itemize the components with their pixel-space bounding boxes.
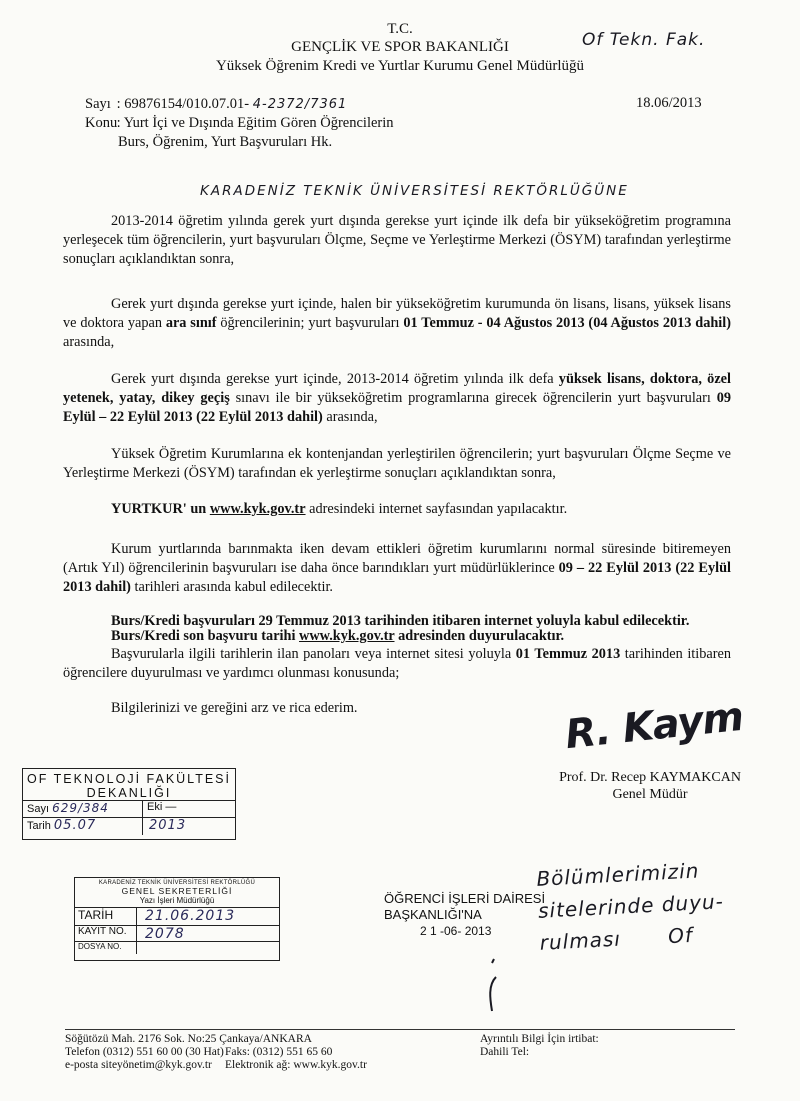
faculty-stamp-tarih-value: 05.07 — [53, 818, 97, 833]
footer-address: Söğütözü Mah. 2176 Sok. No:25 Çankaya/ANKARA — [65, 1033, 312, 1045]
paragraph-5-text: adresindeki internet sayfasından yapılacaktır. — [305, 501, 568, 517]
kyk-link[interactable]: www.kyk.gov.tr — [209, 501, 306, 517]
faculty-stamp-tarih-year: 2013 — [149, 818, 187, 833]
kyk-link-2[interactable]: www.kyk.gov.tr — [299, 628, 395, 644]
ministry-name: GENÇLİK VE SPOR BAKANLIĞI — [291, 39, 509, 55]
signatory-block — [520, 769, 780, 803]
footer-right — [480, 1033, 599, 1059]
paragraph-6 — [63, 540, 731, 597]
sayi-value: : 69876154/010.07.01- — [116, 96, 250, 112]
paragraph-6-dates: 09 – 22 Eylül 2013 (22 Eylül 2013 dahil) — [63, 560, 731, 595]
sayi-handwritten: 4-2372/7361 — [252, 97, 348, 112]
footer-info-title: Ayrıntılı Bilgi İçin irtibat: — [480, 1033, 599, 1045]
gs-stamp-line-2: Yazı İşleri Müdürlüğü — [139, 896, 215, 905]
addressee: KARADENİZ TEKNİK ÜNİVERSİTESİ REKTÖRLÜĞÜNE — [200, 183, 629, 199]
paragraph-3 — [63, 370, 731, 427]
paragraph-3-text: Gerek yurt dışında gerekse yurt içinde, 2013-2014 öğretim yılında ilk defa — [111, 371, 559, 387]
footer-internal-phone: Dahili Tel: — [480, 1046, 530, 1058]
signatory-title: Genel Müdür — [612, 787, 688, 802]
handwritten-instruction — [536, 853, 727, 959]
sayi-label: Sayı — [85, 96, 111, 112]
footer-divider — [65, 1029, 735, 1030]
konu-line-2: Burs, Öğrenim, Yurt Başvuruları Hk. — [118, 134, 333, 150]
burs-kredi-deadline-end: adresinden duyurulacaktır. — [394, 628, 565, 644]
footer-email: e-posta siteyönetim@kyk.gov.tr — [65, 1059, 212, 1071]
paragraph-2 — [63, 295, 731, 352]
faculty-stamp-tarih-label: Tarih — [27, 820, 51, 832]
header-tc: T.C. — [387, 21, 413, 37]
paragraph-6-end: tarihleri arasında kabul edilecektir. — [130, 579, 333, 595]
paragraph-8 — [63, 627, 743, 646]
handwritten-instruction-line-2: sitelerinde duyu- — [537, 889, 725, 923]
burs-kredi-deadline: Burs/Kredi son başvuru tarihi — [111, 628, 300, 644]
handwritten-instruction-line-1: Bölümlerimizin — [535, 858, 700, 891]
faculty-stamp-eki-value: — — [165, 801, 177, 813]
faculty-stamp-line-1: OF TEKNOLOJİ FAKÜLTESİ — [27, 772, 231, 786]
footer-fax: Faks: (0312) 551 65 60 — [225, 1046, 333, 1058]
paragraph-3-dates: 09 Eylül – 22 Eylül 2013 (22 Eylül 2013 dahil) — [63, 390, 731, 425]
gs-stamp-line-1: GENEL SEKRETERLİĞİ — [121, 886, 233, 896]
handwritten-mark-stroke — [490, 959, 496, 1011]
paragraph-2-end: arasında, — [63, 334, 115, 350]
paragraph-6-text: Kurum yurtlarında barınmakta iken devam ettikleri öğretim kurumlarını normal süresinde bitiremeyen (Artık Yıl) öğrencilerinin başvuruları ise daha önce barındıkları yurt müdürlüklerince — [63, 541, 731, 576]
yurtkur-label: YURTKUR' un — [111, 501, 210, 517]
paragraph-2-text: Gerek yurt dışında gerekse yurt içinde, halen bir yükseköğretim kurumunda ön lisans, lisans, yüksek lisans ve doktora yapan — [63, 296, 731, 331]
paragraph-9 — [63, 645, 731, 683]
paragraph-3-bold-types: yüksek lisans, doktora, özel yetenek, yatay, dikey geçiş — [63, 371, 731, 406]
faculty-stamp-line-2: DEKANLIĞI — [86, 786, 172, 800]
gs-stamp-tarih-value: 21.06.2013 — [145, 908, 236, 924]
paragraph-9-text: Başvurularla ilgili tarihlerin ilan panoları veya internet sitesi yoluyla — [111, 646, 516, 662]
faculty-stamp — [22, 768, 236, 840]
handwritten-initials: Of — [667, 922, 694, 949]
document-date: 18.06/2013 — [636, 95, 702, 111]
faculty-stamp-eki-label: Eki — [147, 801, 163, 813]
paragraph-3-text-2: sınavı ile bir yükseköğretim programlarına girecek öğrencilerin yurt başvuruları — [229, 390, 717, 406]
footer-web: Elektronik ağ: www.kyk.gov.tr — [225, 1059, 367, 1071]
directorate-name: Yüksek Öğrenim Kredi ve Yurtlar Kurumu Genel Müdürlüğü — [215, 58, 585, 74]
general-secretariat-stamp — [74, 877, 280, 961]
footer-left — [65, 1033, 367, 1072]
paragraph-9-end: tarihinden itibaren öğrencilere duyurulması ve yardımcı olunması konusunda; — [63, 646, 731, 681]
gs-stamp-kayit-value: 2078 — [145, 926, 185, 942]
paragraph-2-dates: 01 Temmuz - 04 Ağustos 2013 (04 Ağustos 2013 dahil) — [403, 315, 732, 331]
paragraph-3-end: arasında, — [322, 409, 378, 425]
student-affairs-line-1: ÖĞRENCİ İŞLERİ DAİRESİ — [384, 891, 546, 906]
student-affairs-date: 2 1 -06- 2013 — [420, 924, 492, 938]
gs-stamp-kayit-label: KAYIT NO. — [75, 926, 137, 941]
faculty-stamp-sayi-label: Sayı — [27, 803, 50, 815]
signatory-name: Prof. Dr. Recep KAYMAKCAN — [559, 770, 741, 785]
footer-phone: Telefon (0312) 551 60 00 (30 Hat) — [65, 1046, 224, 1058]
signature-scribble: R. Kaym — [563, 693, 746, 759]
student-affairs-line-2: BAŞKANLIĞI'NA — [384, 907, 482, 922]
paragraph-1: 2013-2014 öğretim yılında gerek yurt dışında gerekse yurt içinde ilk defa bir yükseköğretim programına yerleşecek tüm öğrencilerin, yurt başvuruları Ölçme, Seçme ve Yerleştirme Merkezi (ÖSYM) tarafından yerleştirme sonuçları açıklandıktan sonra, — [63, 213, 731, 267]
handwritten-instruction-line-3: rulması — [539, 926, 622, 955]
paragraph-5 — [63, 500, 731, 519]
burs-kredi-start: Burs/Kredi başvuruları 29 Temmuz 2013 tarihinden itibaren internet yoluyla kabul edilecektir. — [111, 613, 690, 629]
handwritten-mark — [478, 955, 508, 1015]
konu-line-1: : Yurt İçi ve Dışında Eğitim Gören Öğrencilerin — [116, 115, 394, 131]
konu-label: Konu — [85, 115, 118, 131]
paragraph-2-bold-class: ara sınıf — [165, 315, 217, 331]
student-affairs-stamp — [384, 891, 545, 939]
reference-block — [85, 95, 394, 152]
paragraph-2-text-2: öğrencilerinin; yurt başvuruları — [216, 315, 404, 331]
faculty-stamp-sayi-value: 629/384 — [52, 801, 109, 815]
paragraph-4: Yüksek Öğretim Kurumlarına ek kontenjandan yerleştirilen öğrencilerin; yurt başvuruları Ölçme Seçme ve Yerleştirme Merkezi (ÖSYM) tarafından ek yerleştirme sonuçları açıklandıktan sonra, — [63, 446, 731, 481]
gs-stamp-tarih-label: TARİH — [75, 908, 137, 925]
paragraph-9-date: 01 Temmuz 2013 — [515, 646, 621, 662]
gs-stamp-line-0: KARADENİZ TEKNİK ÜNİVERSİTESİ REKTÖRLÜĞÜ — [98, 880, 256, 886]
closing-line: Bilgilerinizi ve gereğini arz ve rica ederim. — [111, 700, 358, 716]
handwritten-header-note: Of Tekn. Fak. — [582, 30, 706, 50]
gs-stamp-dosya-label: DOSYA NO. — [75, 942, 137, 954]
